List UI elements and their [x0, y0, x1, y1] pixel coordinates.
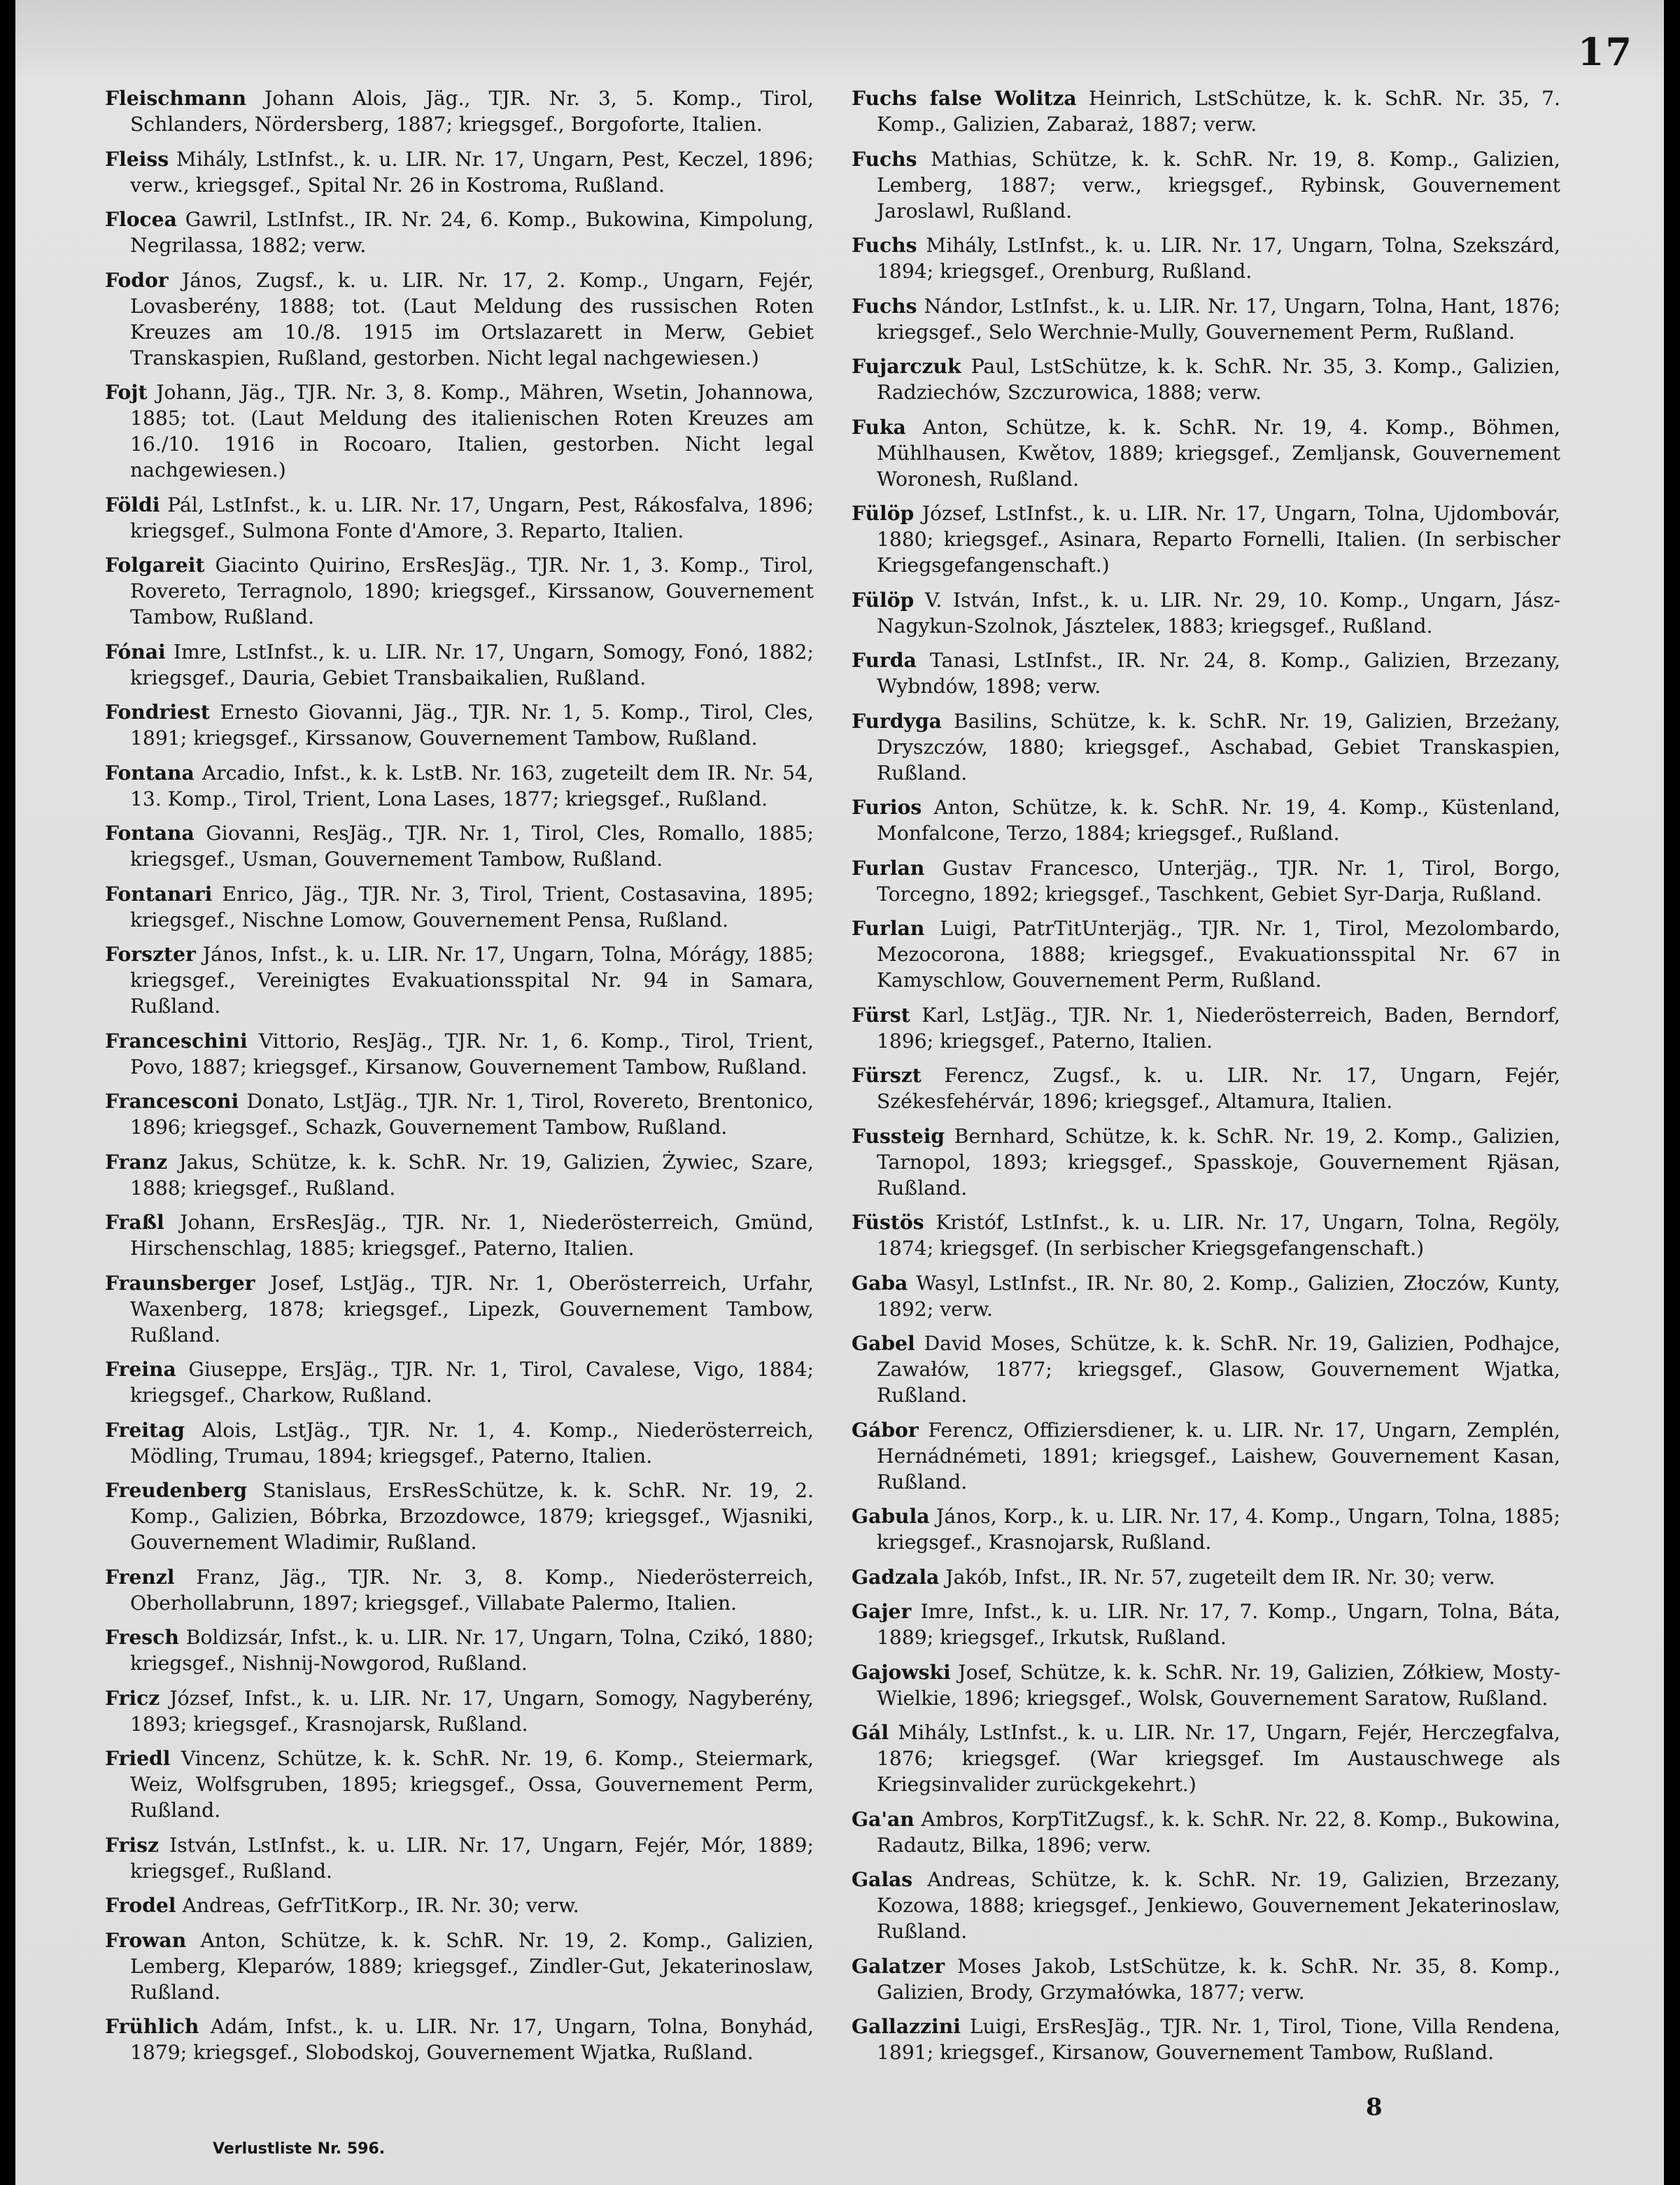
- entry-details: Wasyl, LstInfst., IR. Nr. 80, 2. Komp., Galizien, Złoczów, Kunty, 1892; verw.: [877, 1271, 1560, 1321]
- entry-details: Tanasi, LstInfst., IR. Nr. 24, 8. Komp., Galizien, Brzezany, Wybndów, 1898; verw.: [877, 649, 1560, 698]
- entry-details: Arcadio, Infst., k. k. LstB. Nr. 163, zugeteilt dem IR. Nr. 54, 13. Komp., Tirol, Trient, Lona Lases, 1877; kriegsgef., Rußland.: [130, 761, 814, 810]
- casualty-entry: [105, 1892, 814, 1918]
- entry-details: Mathias, Schütze, k. k. SchR. Nr. 19, 8. Komp., Galizien, Lemberg, 1887; verw., kriegsgef., Rybinsk, Gouvernement Jaroslawl, Rußland.: [877, 147, 1560, 223]
- casualty-entry: [852, 855, 1560, 907]
- casualty-entry: [852, 1599, 1560, 1650]
- entry-surname: Frodel: [105, 1894, 176, 1917]
- entry-details: János, Infst., k. u. LIR. Nr. 17, Ungarn, Tolna, Mórágy, 1885; kriegsgef., Vereinigtes Evakuationsspital Nr. 94 in Samara, Rußland.: [130, 943, 814, 1018]
- entry-details: Luigi, ErsResJäg., TJR. Nr. 1, Tirol, Tione, Villa Rendena, 1891; kriegsgef., Kirsanow, Gouvernement Tambow, Rußland.: [877, 2015, 1560, 2064]
- casualty-entry: [105, 1209, 814, 1261]
- casualty-entry: [105, 1745, 814, 1823]
- entry-details: Donato, LstJäg., TJR. Nr. 1, Tirol, Rovereto, Brentonico, 1896; kriegsgef., Schazk, Gouvernement Tambow, Rußland.: [130, 1090, 814, 1139]
- entry-details: Paul, LstSchütze, k. k. SchR. Nr. 35, 3. Komp., Galizien, Radziechów, Szczurowica, 1888; verw.: [877, 355, 1560, 404]
- casualty-entry: [852, 708, 1560, 786]
- entry-surname: Friedl: [105, 1747, 171, 1770]
- casualty-entry: [105, 1149, 814, 1201]
- casualty-entry: [852, 232, 1560, 284]
- entry-details: Johann, ErsResJäg., TJR. Nr. 1, Niederösterreich, Gmünd, Hirschenschlag, 1885; kriegsgef., Paterno, Italien.: [130, 1211, 814, 1260]
- entry-surname: Franceschini: [105, 1029, 248, 1053]
- entry-details: Alois, LstJäg., TJR. Nr. 1, 4. Komp., Niederösterreich, Mödling, Trumau, 1894; kriegsgef., Paterno, Italien.: [130, 1418, 814, 1468]
- entry-details: Andreas, GefrTitKorp., IR. Nr. 30; verw.: [182, 1894, 579, 1917]
- entry-surname: Gál: [852, 1721, 889, 1744]
- entry-details: Imre, LstInfst., k. u. LIR. Nr. 17, Ungarn, Somogy, Fonó, 1882; kriegsgef., Dauria, Gebiet Transbaikalien, Rußland.: [130, 640, 814, 689]
- entry-surname: Flocea: [105, 208, 177, 231]
- entry-details: Giuseppe, ErsJäg., TJR. Nr. 1, Tirol, Cavalese, Vigo, 1884; kriegsgef., Charkow, Rußland.: [130, 1358, 814, 1407]
- left-column: [105, 85, 814, 2066]
- entry-details: Gawril, LstInfst., IR. Nr. 24, 6. Komp., Bukowina, Kimpolung, Negrilassa, 1882; verw.: [130, 208, 814, 257]
- entry-surname: Galatzer: [852, 1954, 945, 1978]
- casualty-entry: [852, 293, 1560, 345]
- casualty-entry: [105, 206, 814, 258]
- entry-surname: Füstös: [852, 1211, 924, 1234]
- entry-details: Jakus, Schütze, k. k. SchR. Nr. 19, Galizien, Żywiec, Szare, 1888; kriegsgef., Rußland.: [130, 1150, 814, 1200]
- entry-surname: Fontanari: [105, 882, 213, 906]
- entry-surname: Fraunsberger: [105, 1271, 255, 1295]
- entry-surname: Fuka: [852, 415, 906, 439]
- entry-details: Jakób, Infst., IR. Nr. 57, zugeteilt dem IR. Nr. 30; verw.: [945, 1565, 1495, 1589]
- casualty-entry: [105, 699, 814, 751]
- entry-surname: Freitag: [105, 1418, 185, 1442]
- casualty-entry: [852, 587, 1560, 639]
- entry-details: Ambros, KorpTitZugsf., k. k. SchR. Nr. 22, 8. Komp., Bukowina, Radautz, Bilka, 1896; verw.: [877, 1807, 1560, 1857]
- casualty-entry: [105, 1270, 814, 1348]
- casualty-entry: [852, 1002, 1560, 1054]
- entry-surname: Gabula: [852, 1505, 930, 1528]
- casualty-entry: [105, 492, 814, 544]
- entry-details: József, Infst., k. u. LIR. Nr. 17, Ungarn, Somogy, Nagyberény, 1893; kriegsgef., Krasnojarsk, Rußland.: [130, 1686, 814, 1736]
- entry-surname: Frenzl: [105, 1565, 175, 1589]
- entry-details: Stanislaus, ErsResSchütze, k. k. SchR. Nr. 19, 2. Komp., Galizien, Bóbrka, Brzozdowce, 1879; kriegsgef., Wjasniki, Gouvernement Wladimir, Rußland.: [130, 1479, 814, 1554]
- entry-surname: Frühlich: [105, 2015, 199, 2038]
- entry-surname: Fujarczuk: [852, 355, 961, 378]
- entry-details: Anton, Schütze, k. k. SchR. Nr. 19, 2. Komp., Galizien, Lemberg, Kleparów, 1889; kriegsgef., Zindler-Gut, Jekaterinoslaw, Rußland.: [130, 1928, 814, 2004]
- entry-surname: Fónai: [105, 640, 166, 663]
- casualty-entry: [105, 1685, 814, 1737]
- entry-surname: Gaba: [852, 1271, 908, 1295]
- casualty-entry: [105, 1028, 814, 1080]
- footer-issue-label: Verlustliste Nr. 596.: [213, 2140, 386, 2158]
- casualty-entry: [105, 267, 814, 371]
- entry-details: Ernesto Giovanni, Jäg., TJR. Nr. 1, 5. Komp., Tirol, Cles, 1891; kriegsgef., Kirssanow, Gouvernement Tambow, Rußland.: [130, 701, 814, 750]
- entry-surname: Fojt: [105, 381, 148, 404]
- entry-surname: Fülöp: [852, 502, 915, 525]
- entry-details: Heinrich, LstSchütze, k. k. SchR. Nr. 35, 7. Komp., Galizien, Zabaraż, 1887; verw.: [877, 87, 1560, 136]
- entry-surname: Fussteig: [852, 1124, 945, 1148]
- entry-details: V. István, Infst., k. u. LIR. Nr. 29, 10. Komp., Ungarn, Jász-Nagykun-Szolnok, Jászteleк, 1883; kriegsgef., Rußland.: [877, 588, 1560, 638]
- entry-surname: Furlan: [852, 917, 925, 940]
- entry-surname: Fondriest: [105, 701, 210, 724]
- entry-details: Adám, Infst., k. u. LIR. Nr. 17, Ungarn, Tolna, Bonyhád, 1879; kriegsgef., Slobodskoj, Gouvernement Wjatka, Rußland.: [130, 2015, 814, 2064]
- entry-surname: Fraßl: [105, 1211, 164, 1234]
- casualty-entry: [852, 647, 1560, 699]
- entry-details: Giacinto Quirino, ErsResJäg., TJR. Nr. 1, 3. Komp., Tirol, Rovereto, Terragnolo, 1890; kriegsgef., Kirssanow, Gouvernement Tambow, Rußland.: [130, 554, 814, 628]
- casualty-entry: [852, 1330, 1560, 1408]
- casualty-entry: [105, 881, 814, 933]
- casualty-entry: [105, 85, 814, 137]
- entry-surname: Galas: [852, 1868, 913, 1891]
- entry-surname: Furda: [852, 649, 917, 672]
- entry-surname: Forszter: [105, 943, 196, 966]
- casualty-entry: [852, 1270, 1560, 1322]
- entry-details: Basilins, Schütze, k. k. SchR. Nr. 19, Galizien, Brzeżany, Dryszczów, 1880; kriegsgef., Aschabad, Gebiet Transkaspien, Rußland.: [877, 709, 1560, 785]
- casualty-entry: [852, 500, 1560, 578]
- entry-surname: Fuchs: [852, 294, 917, 318]
- entry-details: Ferencz, Offiziersdiener, k. u. LIR. Nr. 17, Ungarn, Zemplén, Hernádnémeti, 1891; kriegsgef., Laishew, Gouvernement Kasan, Rußland.: [877, 1418, 1560, 1494]
- casualty-entry: [852, 915, 1560, 993]
- entry-surname: Frowan: [105, 1928, 187, 1952]
- entry-surname: Gadzala: [852, 1565, 940, 1589]
- casualty-entry: [852, 1564, 1560, 1590]
- entry-details: Mihály, LstInfst., k. u. LIR. Nr. 17, Ungarn, Fejér, Herczegfalva, 1876; kriegsgef. (War kriegsgef. Im Austauschwege als Kriegsinvalider zurückgekehrt.): [877, 1721, 1560, 1796]
- casualty-entry: [105, 1477, 814, 1555]
- entry-details: Bernhard, Schütze, k. k. SchR. Nr. 19, 2. Komp., Galizien, Tarnopol, 1893; kriegsgef., Spasskoje, Gouvernement Rjäsan, Rußland.: [877, 1124, 1560, 1200]
- casualty-entry: [852, 2014, 1560, 2065]
- casualty-entry: [852, 1503, 1560, 1555]
- casualty-entry: [852, 1867, 1560, 1944]
- entry-details: Vittorio, ResJäg., TJR. Nr. 1, 6. Komp., Tirol, Trient, Povo, 1887; kriegsgef., Kirsanow, Gouvernement Tambow, Rußland.: [130, 1029, 814, 1079]
- casualty-entry: [105, 639, 814, 691]
- entry-details: Nándor, LstInfst., k. u. LIR. Nr. 17, Ungarn, Tolna, Hant, 1876; kriegsgef., Selo Werchnie-Mully, Gouvernement Perm, Rußland.: [877, 294, 1560, 344]
- casualty-entry: [852, 1953, 1560, 2005]
- entry-surname: Fleischmann: [105, 87, 246, 110]
- columns: [105, 85, 1560, 2066]
- casualty-entry: [852, 1720, 1560, 1797]
- entry-surname: Gajowski: [852, 1660, 951, 1684]
- entry-surname: Franz: [105, 1150, 168, 1174]
- casualty-entry: [105, 1624, 814, 1676]
- casualty-entry: [852, 1062, 1560, 1114]
- entry-surname: Fuchs: [852, 147, 917, 171]
- entry-details: Josef, Schütze, k. k. SchR. Nr. 19, Galizien, Zółkiew, Mosty-Wielkie, 1896; kriegsgef., Wolsk, Gouvernement Saratow, Rußland.: [877, 1660, 1560, 1710]
- entry-details: Johann Alois, Jäg., TJR. Nr. 3, 5. Komp., Tirol, Schlanders, Nördersberg, 1887; kriegsgef., Borgoforte, Italien.: [130, 87, 814, 136]
- entry-details: Johann, Jäg., TJR. Nr. 3, 8. Komp., Mähren, Wsetin, Johannowa, 1885; tot. (Laut Meldung des italienischen Roten Kreuzes am 16./10. 1916 in Rocoaro, Italien, gestorben. Nicht legal nachgewiesen.): [130, 381, 814, 482]
- casualty-entry: [852, 1209, 1560, 1261]
- casualty-entry: [105, 1564, 814, 1616]
- entry-details: Mihály, LstInfst., k. u. LIR. Nr. 17, Ungarn, Pest, Keczel, 1896; verw., kriegsgef., Spital Nr. 26 in Kostroma, Rußland.: [130, 147, 814, 197]
- entry-details: Josef, LstJäg., TJR. Nr. 1, Oberösterreich, Urfahr, Waxenberg, 1878; kriegsgef., Lipezk, Gouvernement Tambow, Rußland.: [130, 1271, 814, 1347]
- entry-details: Franz, Jäg., TJR. Nr. 3, 8. Komp., Niederösterreich, Oberhollabrunn, 1897; kriegsgef., Villabate Palermo, Italien.: [130, 1565, 814, 1615]
- entry-details: Mihály, LstInfst., k. u. LIR. Nr. 17, Ungarn, Tolna, Szekszárd, 1894; kriegsgef., Orenburg, Rußland.: [877, 234, 1560, 283]
- entry-details: Karl, LstJäg., TJR. Nr. 1, Niederösterreich, Baden, Berndorf, 1896; kriegsgef., Paterno, Italien.: [877, 1003, 1560, 1053]
- entry-surname: Földi: [105, 493, 160, 517]
- casualty-entry: [105, 552, 814, 630]
- casualty-entry: [852, 1417, 1560, 1495]
- entry-details: Enrico, Jäg., TJR. Nr. 3, Tirol, Trient, Costasavina, 1895; kriegsgef., Nischne Lomow, Gouvernement Pensa, Rußland.: [130, 882, 814, 932]
- entry-surname: Fürszt: [852, 1064, 922, 1087]
- entry-surname: Fürst: [852, 1003, 910, 1027]
- casualty-entry: [105, 1088, 814, 1140]
- entry-details: István, LstInfst., k. u. LIR. Nr. 17, Ungarn, Fejér, Mór, 1889; kriegsgef., Rußland.: [130, 1833, 814, 1883]
- entry-details: Imre, Infst., k. u. LIR. Nr. 17, 7. Komp., Ungarn, Tolna, Báta, 1889; kriegsgef., Irkutsk, Rußland.: [877, 1600, 1560, 1649]
- entry-surname: Folgareit: [105, 554, 205, 577]
- entry-details: Kristóf, LstInfst., k. u. LIR. Nr. 17, Ungarn, Tolna, Regöly, 1874; kriegsgef. (In serbischer Kriegsgefangenschaft.): [877, 1211, 1560, 1260]
- entry-surname: Fresch: [105, 1626, 179, 1649]
- entry-details: János, Korp., k. u. LIR. Nr. 17, 4. Komp., Ungarn, Tolna, 1885; kriegsgef., Krasnojarsk, Rußland.: [877, 1505, 1560, 1554]
- entry-details: Luigi, PatrTitUnterjäg., TJR. Nr. 1, Tirol, Mezolombardo, Mezocorona, 1888; kriegsgef., Evakuationsspital Nr. 67 in Kamyschlow, Gouvernement Perm, Rußland.: [877, 917, 1560, 992]
- entry-surname: Fleiss: [105, 147, 169, 171]
- entry-details: Giovanni, ResJäg., TJR. Nr. 1, Tirol, Cles, Romallo, 1885; kriegsgef., Usman, Gouvernement Tambow, Rußland.: [130, 822, 814, 871]
- casualty-entry: [852, 794, 1560, 846]
- entry-details: János, Zugsf., k. u. LIR. Nr. 17, 2. Komp., Ungarn, Fejér, Lovasberény, 1888; tot. (Laut Meldung des russischen Roten Kreuzes am 10./8. 1915 im Ortslazarett in Merw, Gebiet Transkaspien, Rußland, gestorben. Nicht legal nachgewiesen.): [130, 268, 814, 370]
- entry-details: Anton, Schütze, k. k. SchR. Nr. 19, 4. Komp., Böhmen, Mühlhausen, Kwětov, 1889; kriegsgef., Zemljansk, Gouvernement Woronesh, Rußland.: [877, 415, 1560, 491]
- casualty-entry: [105, 146, 814, 198]
- casualty-entry: [105, 1832, 814, 1884]
- entry-details: József, LstInfst., k. u. LIR. Nr. 17, Ungarn, Tolna, Ujdombovár, 1880; kriegsgef., Asinara, Reparto Fornelli, Italien. (In serbischer Kriegsgefangenschaft.): [877, 502, 1560, 577]
- entry-surname: Fodor: [105, 268, 169, 292]
- casualty-entry: [852, 353, 1560, 405]
- entry-surname: Furlan: [852, 856, 925, 880]
- entry-details: Anton, Schütze, k. k. SchR. Nr. 19, 4. Komp., Küstenland, Monfalcone, Terzo, 1884; kriegsgef., Rußland.: [877, 796, 1560, 845]
- entry-surname: Fülöp: [852, 588, 915, 612]
- casualty-entry: [852, 1806, 1560, 1858]
- entry-surname: Francesconi: [105, 1090, 239, 1113]
- entry-surname: Fontana: [105, 761, 195, 785]
- casualty-entry: [105, 820, 814, 872]
- entry-details: Moses Jakob, LstSchütze, k. k. SchR. Nr. 35, 8. Komp., Galizien, Brody, Grzymałówka, 1877; verw.: [877, 1954, 1560, 2004]
- casualty-entry: [852, 414, 1560, 492]
- entry-surname: Gallazzini: [852, 2015, 961, 2038]
- casualty-entry: [852, 85, 1560, 137]
- entry-surname: Fuchs: [852, 234, 917, 257]
- casualty-entry: [852, 1123, 1560, 1201]
- entry-surname: Gábor: [852, 1418, 919, 1442]
- casualty-entry: [852, 1659, 1560, 1711]
- right-column: [852, 85, 1560, 2066]
- entry-surname: Ga'an: [852, 1807, 915, 1831]
- entry-details: Andreas, Schütze, k. k. SchR. Nr. 19, Galizien, Brzezany, Kozowa, 1888; kriegsgef., Jenkiewo, Gouvernement Jekaterinoslaw, Rußland.: [877, 1868, 1560, 1943]
- entry-details: Boldizsár, Infst., k. u. LIR. Nr. 17, Ungarn, Tolna, Czikó, 1880; kriegsgef., Nishnij-Nowgorod, Rußland.: [130, 1626, 814, 1675]
- entry-surname: Gabel: [852, 1332, 915, 1355]
- entry-surname: Freina: [105, 1358, 176, 1381]
- entry-surname: Gajer: [852, 1600, 912, 1623]
- entry-details: Pál, LstInfst., k. u. LIR. Nr. 17, Ungarn, Pest, Rákosfalva, 1896; kriegsgef., Sulmona Fonte d'Amore, 3. Reparto, Italien.: [130, 493, 814, 542]
- entry-details: Vincenz, Schütze, k. k. SchR. Nr. 19, 6. Komp., Steiermark, Weiz, Wolfsgruben, 1895; kriegsgef., Ossa, Gouvernement Perm, Rußland.: [130, 1747, 814, 1822]
- casualty-entry: [105, 2014, 814, 2065]
- casualty-entry: [105, 1417, 814, 1469]
- casualty-entry: [105, 1927, 814, 2005]
- entry-details: Ferencz, Zugsf., k. u. LIR. Nr. 17, Ungarn, Fejér, Székesfehérvár, 1896; kriegsgef., Altamura, Italien.: [877, 1064, 1560, 1113]
- document-page: [15, 0, 1664, 2185]
- footer-sheet-number: 8: [1366, 2093, 1383, 2121]
- casualty-entry: [105, 379, 814, 483]
- entry-surname: Furios: [852, 796, 922, 819]
- entry-details: Gustav Francesco, Unterjäg., TJR. Nr. 1, Tirol, Borgo, Torcegno, 1892; kriegsgef., Taschkent, Gebiet Syr-Darja, Rußland.: [877, 856, 1560, 906]
- casualty-entry: [105, 760, 814, 812]
- casualty-entry: [105, 1356, 814, 1408]
- casualty-entry: [105, 941, 814, 1019]
- entry-surname: Freudenberg: [105, 1479, 248, 1502]
- entry-surname: Furdyga: [852, 709, 942, 733]
- entry-surname: Fricz: [105, 1686, 160, 1710]
- entry-surname: Frisz: [105, 1833, 159, 1857]
- casualty-entry: [852, 146, 1560, 224]
- page-number: 17: [1577, 29, 1633, 74]
- entry-surname: Fontana: [105, 822, 195, 845]
- entry-surname: Fuchs false Wolitza: [852, 87, 1077, 110]
- entry-details: David Moses, Schütze, k. k. SchR. Nr. 19, Galizien, Podhajce, Zawałów, 1877; kriegsgef., Glasow, Gouvernement Wjatka, Rußland.: [877, 1332, 1560, 1407]
